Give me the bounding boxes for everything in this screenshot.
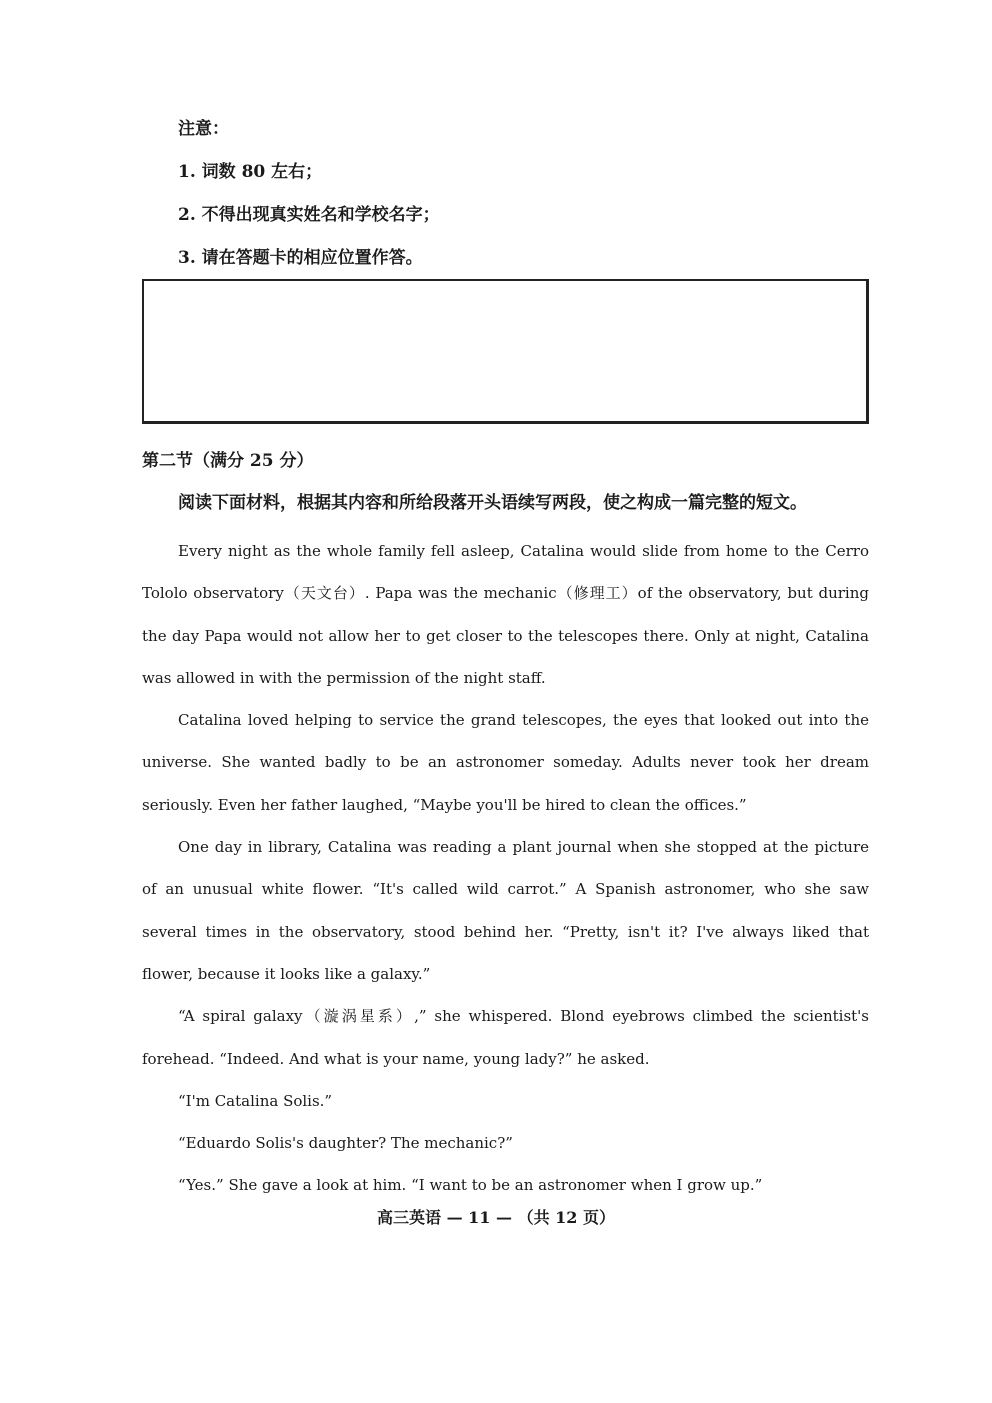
passage-paragraph: “Yes.” She gave a look at him. “I want to be an astronomer when I grow up.”	[178, 1176, 763, 1195]
answer-writing-box[interactable]	[142, 279, 869, 424]
passage-paragraph: One day in library, Catalina was reading a plant journal when she stopped at the picture of an unusual white flower. “It's called wild carrot.” A Spanish astronomer, who she saw several times in the observatory, stood behind her. “Pretty, isn't it? I've always liked that flower, because it looks like a galaxy.”	[142, 838, 869, 983]
notes-block	[178, 108, 878, 280]
section-title: 第二节（满分 25 分）	[142, 451, 314, 471]
section-instruction: 阅读下面材料，根据其内容和所给段落开头语续写两段，使之构成一篇完整的短文。	[178, 493, 807, 513]
note-item-no-real-names: 2. 不得出现真实姓名和学校名字；	[178, 205, 440, 225]
passage-paragraph: “I'm Catalina Solis.”	[178, 1091, 333, 1110]
passage-paragraph: Every night as the whole family fell asleep, Catalina would slide from home to the Cerro Tololo observatory（天文台）. Papa was the mechanic（修理工）of the observatory, but during the day Papa would not allow her to get closer to the telescopes there. Only at night, Catalina was allowed in with the permission of the night staff.	[142, 542, 869, 687]
reading-passage	[142, 530, 869, 1207]
notes-heading: 注意：	[178, 119, 229, 139]
note-item-answer-location: 3. 请在答题卡的相应位置作答。	[178, 248, 423, 268]
note-item-word-count: 1. 词数 80 左右；	[178, 162, 323, 182]
passage-paragraph: “Eduardo Solis's daughter? The mechanic?”	[178, 1134, 513, 1153]
page-footer: 高三英语 — 11 — （共 12 页）	[377, 1208, 615, 1227]
passage-paragraph: “A spiral galaxy（漩涡星系）,” she whispered. Blond eyebrows climbed the scientist's forehead. “Indeed. And what is your name, young lady?” he asked.	[142, 1007, 869, 1068]
passage-paragraph: Catalina loved helping to service the grand telescopes, the eyes that looked out into the universe. She wanted badly to be an astronomer someday. Adults never took her dream seriously. Even her father laughed, “Maybe you'll be hired to clean the offices.”	[142, 711, 869, 814]
